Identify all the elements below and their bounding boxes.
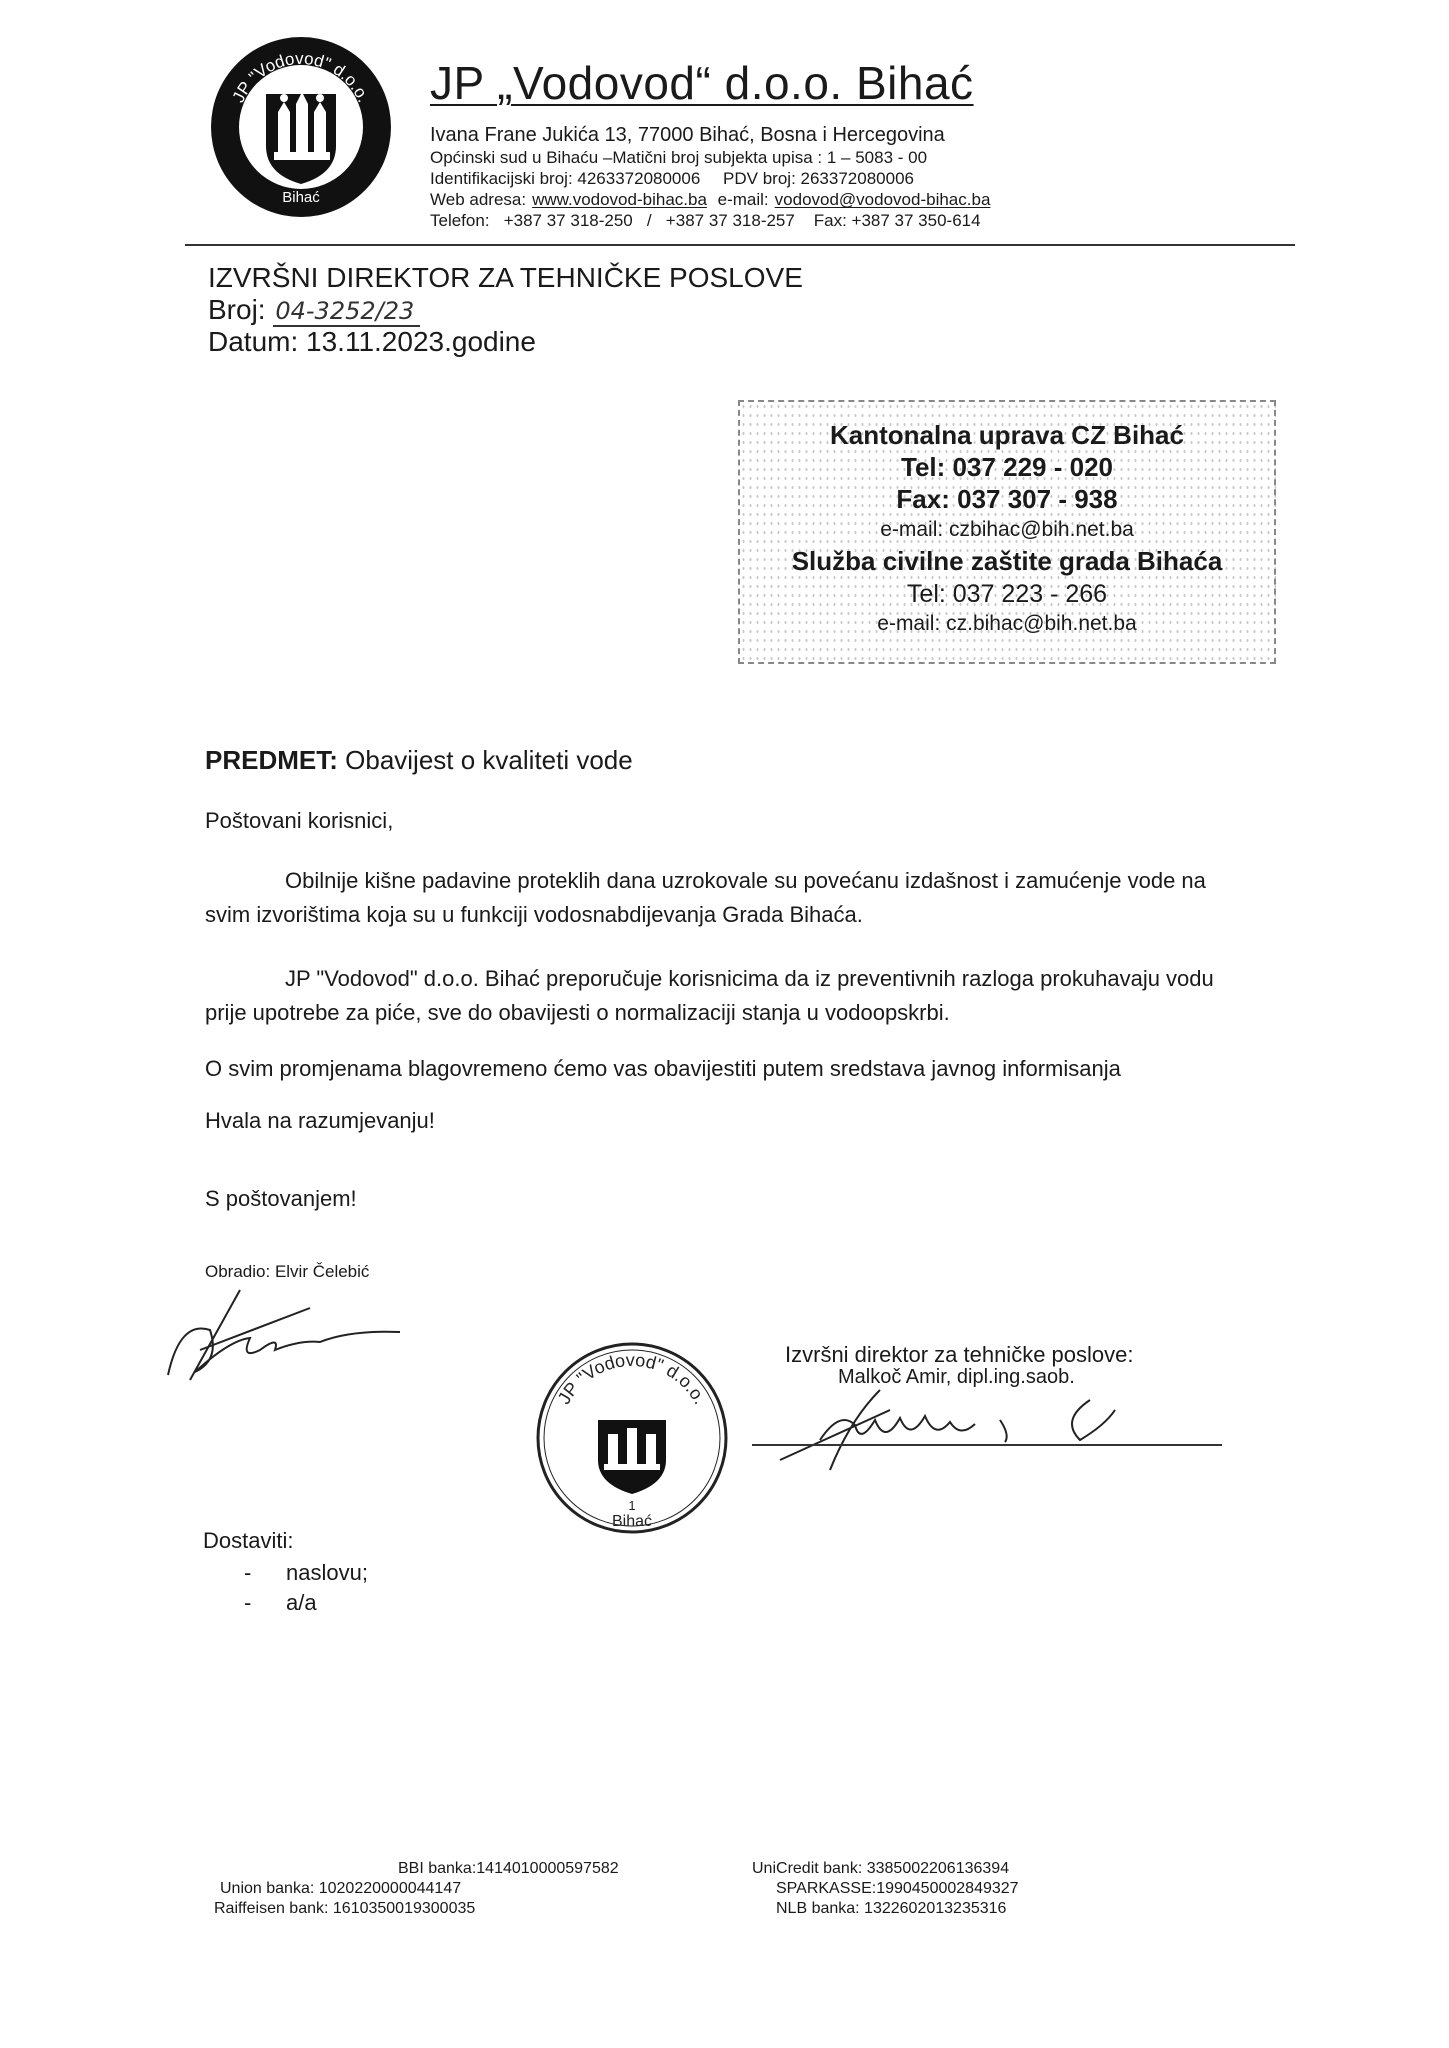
phone-line: Telefon: +387 37 318-250 / +387 37 318-257 Fax: +387 37 350-614 [430,211,981,230]
bank-bbi: BBI banka:1414010000597582 [398,1860,619,1877]
contact-box-line4: e-mail: czbihac@bih.net.ba [880,518,1134,541]
department-title: IZVRŠNI DIREKTOR ZA TEHNIČKE POSLOVE [208,262,803,293]
civil-protection-contact-box [738,400,1276,664]
vat-number: PDV broj: 263372080006 [723,169,914,188]
number-label: Broj: [208,294,266,325]
company-name: JP „Vodovod“ d.o.o. Bihać [430,57,974,109]
contact-box-line2: Tel: 037 229 - 020 [901,452,1113,482]
id-number: Identifikacijski broj: 4263372080006 [430,169,701,188]
prepared-by [205,1262,369,1282]
subject-line [205,745,633,776]
court-registration: Općinski sud u Bihaću –Matični broj subjekta upisa : 1 – 5083 - 00 [430,148,928,167]
contact-box-line5: Služba civilne zaštite grada Bihaća [791,546,1223,576]
contact-box-line6: Tel: 037 223 - 266 [906,580,1108,608]
delivery-label: Dostaviti: [203,1528,294,1553]
contact-box-line3: Fax: 037 307 - 938 [896,484,1118,514]
delivery-item: - naslovu; [244,1560,368,1585]
company-logo [208,34,394,220]
web-label: Web adresa: [430,190,527,209]
bank-raiffeisen: Raiffeisen bank: 1610350019300035 [214,1900,476,1917]
contact-box-line7: e-mail: cz.bihac@bih.net.ba [877,612,1137,635]
header-divider [185,244,1295,246]
delivery-item-1: naslovu; [286,1560,368,1585]
stamp-bottom-text: Bihać [611,1513,653,1530]
director-name: Malkoč Amir, dipl.ing.saob. [838,1366,1075,1388]
web-link[interactable]: www.vodovod-bihac.ba [532,190,707,209]
paragraph1-line1: Obilnije kišne padavine proteklih dana uzrokovale su povećanu izdašnost i zamućenje vode na [285,868,1206,893]
date-value: 13.11.2023.godine [306,326,536,357]
director-title: Izvršni direktor za tehničke poslove: [785,1342,1134,1367]
thanks-line: Hvala na razumjevanju! [205,1108,435,1133]
reference-date [208,326,536,358]
bank-nlb: NLB banka: 1322602013235316 [776,1900,1007,1917]
number-value: 04-3252/23 [273,297,420,327]
bank-sparkasse: SPARKASSE:1990450002849327 [776,1880,1019,1897]
web-email-line [430,190,990,210]
subject-label: PREDMET: [205,745,338,775]
subject-text: Obavijest o kvaliteti vode [345,745,633,775]
signature-rule [752,1444,1222,1446]
paragraph3: O svim promjenama blagovremeno ćemo vas obavijestiti putem sredstava javnog informisanja [205,1056,1121,1081]
prepared-name: Elvir Čelebić [274,1262,370,1281]
paragraph2-line2: prije upotrebe za piće, sve do obavijesti o normalizaciji stanja u vodoopskrbi. [205,1000,950,1025]
delivery-item: - a/a [244,1590,317,1615]
director-signature [760,1380,1160,1490]
email-label: e-mail: [717,190,769,209]
email-link[interactable]: vodovod@vodovod-bihac.ba [774,190,991,209]
svg-text:Bihać [282,189,320,206]
salutation: Poštovani korisnici, [205,808,394,833]
tax-ids [430,169,932,189]
stamp-number: 1 [628,1498,636,1513]
stamp-top-text: JP "Vodovod" d.o.o. [553,1349,711,1408]
bank-union: Union banka: 1020220000044147 [220,1880,462,1897]
paragraph1-line2: svim izvorištima koja su u funkciji vodosnabdijevanja Grada Bihaća. [205,902,863,927]
logo-bottom-text: Bihać [282,189,320,206]
reference-number [208,294,420,326]
paragraph2-line1: JP "Vodovod" d.o.o. Bihać preporučuje korisnicima da iz preventivnih razloga prokuhavaju vodu [285,966,1214,991]
contact-box-line1: Kantonalna uprava CZ Bihać [830,420,1184,450]
svg-text:JP "Vodovod" d.o.o. [554,1350,711,1408]
date-label: Datum: [208,326,299,357]
logo-top-text: JP "Vodovod" d.o.o. [228,48,374,106]
official-stamp [532,1338,732,1538]
closing-line: S poštovanjem! [205,1186,357,1211]
bank-unicredit: UniCredit bank: 3385002206136394 [752,1860,1010,1877]
delivery-item-2: a/a [286,1590,317,1615]
prepared-label: Obradio: [205,1262,271,1281]
company-address: Ivana Frane Jukića 13, 77000 Bihać, Bosna i Hercegovina [430,124,945,146]
preparer-signature [160,1280,420,1390]
